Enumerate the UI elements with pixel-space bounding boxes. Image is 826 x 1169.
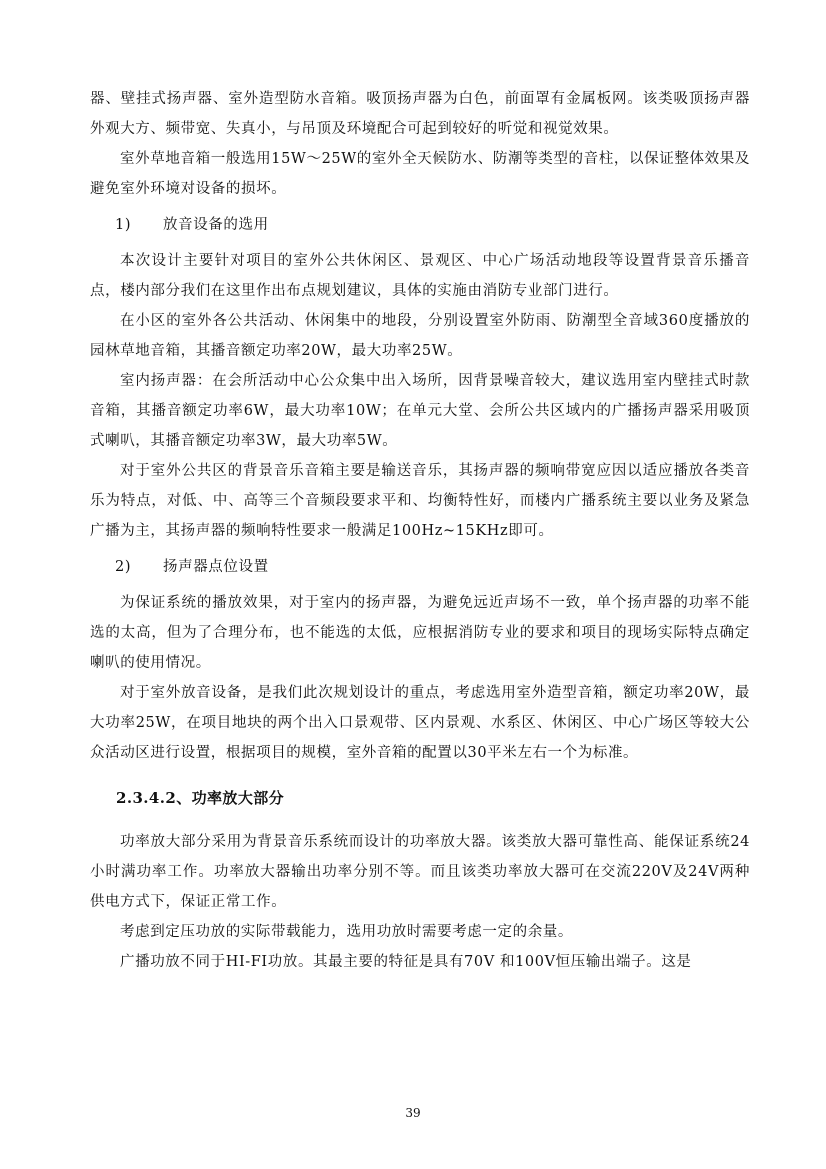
list-item-label: 放音设备的选用 [163, 217, 269, 233]
paragraph-outdoor-speaker: 室外草地音箱一般选用15W～25W的室外全天候防水、防潮等类型的音柱，以保证整体效果及避免室外环境对设备的损坏。 [90, 151, 750, 197]
list-item-number: 2) [115, 559, 132, 575]
list-item-2 [115, 552, 750, 582]
paragraph: 为保证系统的播放效果，对于室内的扬声器，为避免远近声场不一致，单个扬声器的功率不能选的太高，但为了合理分布，也不能选的太低，应根据消防专业的要求和项目的现场实际特点确定喇叭的使用情况。 [90, 595, 750, 671]
paragraph: 广播功放不同于HI-FI功放。其最主要的特征是具有70V 和100V恒压输出端子。这是 [120, 954, 692, 970]
paragraph-continuation: 器、壁挂式扬声器、室外造型防水音箱。吸顶扬声器为白色，前面罩有金属板网。该类吸顶扬声器外观大方、频带宽、失真小，与吊顶及环境配合可起到较好的听觉和视觉效果。 [90, 91, 750, 137]
paragraph: 在小区的室外各公共活动、休闲集中的地段，分别设置室外防雨、防潮型全音域360度播放的园林草地音箱，其播音额定功率20W，最大功率25W。 [90, 313, 750, 359]
list-item-label: 扬声器点位设置 [163, 559, 269, 575]
paragraph: 室内扬声器：在会所活动中心公众集中出入场所，因背景噪音较大，建议选用室内壁挂式时款音箱，其播音额定功率6W，最大功率10W；在单元大堂、会所公共区域内的广播扬声器采用吸顶式喇叭，其播音额定功率3W，最大功率5W。 [90, 373, 750, 449]
paragraph: 对于室外公共区的背景音乐音箱主要是输送音乐，其扬声器的频响带宽应因以适应播放各类音乐为特点，对低、中、高等三个音频段要求平和、均衡特性好，而楼内广播系统主要以业务及紧急广播为主，其扬声器的频响特性要求一般满足100Hz~15KHz即可。 [90, 463, 750, 539]
document-page [90, 84, 750, 977]
list-item-1 [115, 210, 750, 240]
paragraph: 考虑到定压功放的实际带载能力，选用功放时需要考虑一定的余量。 [120, 924, 573, 940]
page-number: 39 [405, 1106, 421, 1120]
paragraph: 本次设计主要针对项目的室外公共休闲区、景观区、中心广场活动地段等设置背景音乐播音点，楼内部分我们在这里作出布点规划建议，具体的实施由消防专业部门进行。 [90, 253, 750, 299]
paragraph: 对于室外放音设备，是我们此次规划设计的重点，考虑选用室外造型音箱，额定功率20W，最大功率25W，在项目地块的两个出入口景观带、区内景观、水系区、休闲区、中心广场区等较大公众活动区进行设置，根据项目的规模，室外音箱的配置以30平米左右一个为标准。 [90, 685, 750, 761]
list-item-number: 1) [115, 217, 132, 233]
section-heading: 2.3.4.2、功率放大部分 [116, 789, 285, 807]
paragraph: 功率放大部分采用为背景音乐系统而设计的功率放大器。该类放大器可靠性高、能保证系统24小时满功率工作。功率放大器输出功率分别不等。而且该类功率放大器可在交流220V及24V两种供电方式下，保证正常工作。 [90, 834, 750, 910]
